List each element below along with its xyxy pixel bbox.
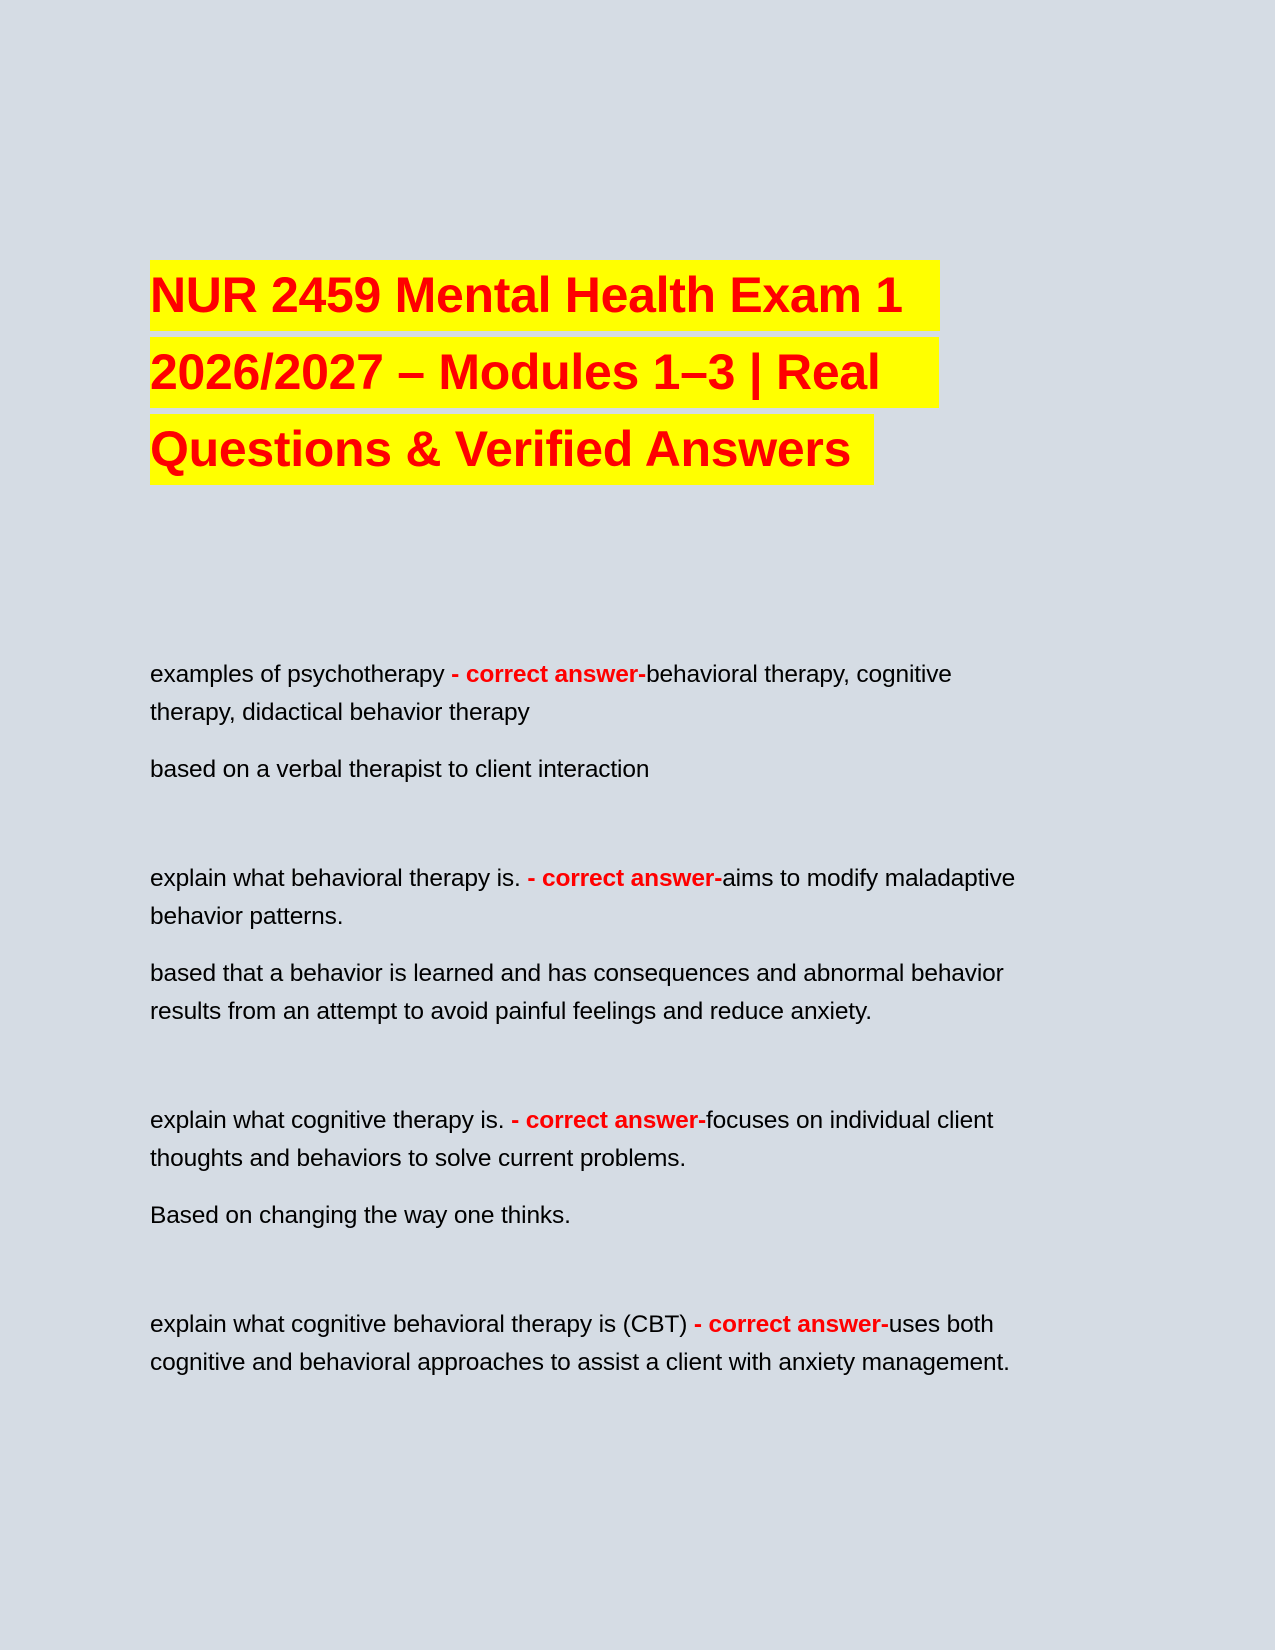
answer-text: uses both — [888, 1311, 994, 1338]
title-line-1: NUR 2459 Mental Health Exam 1 — [150, 260, 940, 331]
title-line-2: 2026/2027 – Modules 1–3 | Real — [150, 337, 939, 408]
qa-question-line — [150, 660, 952, 690]
answer-text: focuses on individual client — [706, 1107, 994, 1134]
answer-note: Based on changing the way one thinks. — [150, 1202, 571, 1229]
answer-note: based that a behavior is learned and has consequences and abnormal behavior — [150, 960, 1004, 987]
correct-answer-marker: - correct answer- — [511, 1107, 706, 1134]
answer-continuation: behavior patterns. — [150, 903, 344, 930]
answer-continuation: thoughts and behaviors to solve current problems. — [150, 1145, 687, 1172]
question-text: explain what behavioral therapy is. — [150, 865, 521, 892]
correct-answer-marker: - correct answer- — [693, 1311, 889, 1338]
answer-note: based on a verbal therapist to client interaction — [150, 756, 650, 783]
qa-question-line — [150, 1310, 994, 1340]
answer-text: aims to modify maladaptive — [722, 865, 1016, 892]
correct-answer-marker: - correct answer- — [451, 661, 647, 688]
qa-question-line — [150, 1106, 993, 1136]
title-line-3: Questions & Verified Answers — [150, 414, 874, 485]
question-text: examples of psychotherapy — [150, 661, 445, 688]
question-text: explain what cognitive behavioral therapy is (CBT) — [150, 1311, 688, 1338]
answer-continuation: therapy, didactical behavior therapy — [150, 699, 530, 726]
correct-answer-marker: - correct answer- — [527, 865, 723, 892]
answer-continuation: cognitive and behavioral approaches to assist a client with anxiety management. — [150, 1349, 1010, 1376]
qa-question-line — [150, 864, 1015, 894]
question-text: explain what cognitive therapy is. — [150, 1107, 505, 1134]
answer-text: behavioral therapy, cognitive — [646, 661, 952, 688]
answer-note: results from an attempt to avoid painful feelings and reduce anxiety. — [150, 998, 872, 1025]
